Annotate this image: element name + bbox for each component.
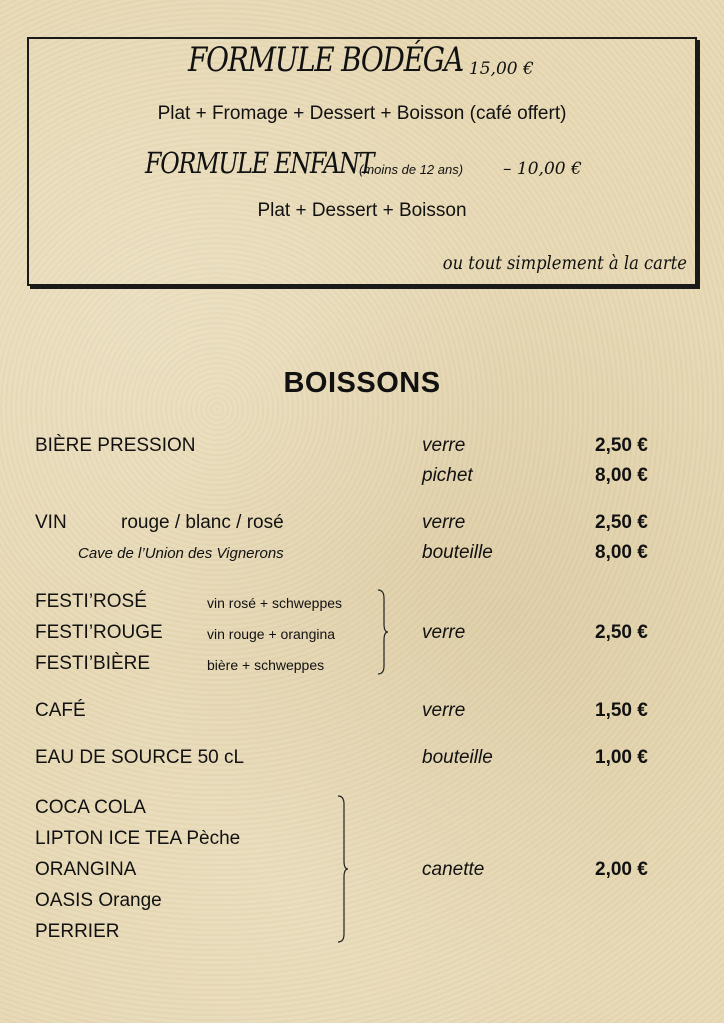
festi-rose-desc: vin rosé + schweppes — [207, 595, 343, 611]
cafe-unit: verre — [422, 700, 466, 721]
festi-unit: verre — [422, 622, 466, 643]
soda-item: COCA COLA — [35, 797, 146, 818]
sodas-price: 2,00 € — [595, 859, 648, 880]
vin-price-verre: 2,50 € — [595, 512, 648, 533]
soda-item: OASIS Orange — [35, 890, 162, 911]
biere-name: BIÈRE PRESSION — [35, 435, 196, 456]
vin-name: VIN — [35, 512, 67, 533]
formule-enfant-price: – 10,00 € — [503, 159, 582, 179]
formule-enfant-content: Plat + Dessert + Boisson — [257, 200, 467, 221]
formule-bodega-price: – 15,00 € — [455, 59, 534, 79]
cafe-name: CAFÉ — [35, 700, 86, 721]
formule-bodega-content: Plat + Fromage + Dessert + Boisson (café offert) — [157, 103, 567, 124]
soda-item: LIPTON ICE TEA Pèche — [35, 828, 241, 849]
formule-enfant-note: (moins de 12 ans) — [359, 162, 464, 177]
vin-source: Cave de l’Union des Vignerons — [78, 545, 284, 562]
eau-price: 1,00 € — [595, 747, 648, 768]
formule-enfant-title: FORMULE ENFANT — [145, 146, 374, 180]
eau-name: EAU DE SOURCE 50 cL — [35, 747, 245, 768]
festi-rouge-name: FESTI’ROUGE — [35, 622, 163, 643]
soda-item: PERRIER — [35, 921, 120, 942]
festi-rouge-desc: vin rouge + orangina — [207, 626, 336, 642]
festi-price: 2,50 € — [595, 622, 648, 643]
vin-colors: rouge / blanc / rosé — [121, 512, 284, 533]
carte-text: ou tout simplement à la carte — [442, 252, 687, 274]
vin-unit-verre: verre — [422, 512, 466, 533]
festi-rose-name: FESTI’ROSÉ — [35, 591, 147, 612]
eau-unit: bouteille — [422, 747, 493, 768]
section-title-boissons: BOISSONS — [283, 367, 441, 399]
vin-price-bouteille: 8,00 € — [595, 542, 648, 563]
cafe-price: 1,50 € — [595, 700, 648, 721]
biere-price-pichet: 8,00 € — [595, 465, 648, 486]
sodas-brace-icon — [334, 794, 350, 944]
formule-bodega-title: FORMULE BODÉGA — [188, 40, 463, 80]
soda-item: ORANGINA — [35, 859, 137, 880]
festi-brace-icon — [374, 588, 390, 676]
biere-unit-pichet: pichet — [422, 465, 473, 486]
vin-unit-bouteille: bouteille — [422, 542, 493, 563]
festi-biere-name: FESTI’BIÈRE — [35, 653, 151, 674]
festi-biere-desc: bière + schweppes — [207, 657, 325, 673]
sodas-unit: canette — [422, 859, 485, 880]
biere-price-verre: 2,50 € — [595, 435, 648, 456]
biere-unit-verre: verre — [422, 435, 466, 456]
